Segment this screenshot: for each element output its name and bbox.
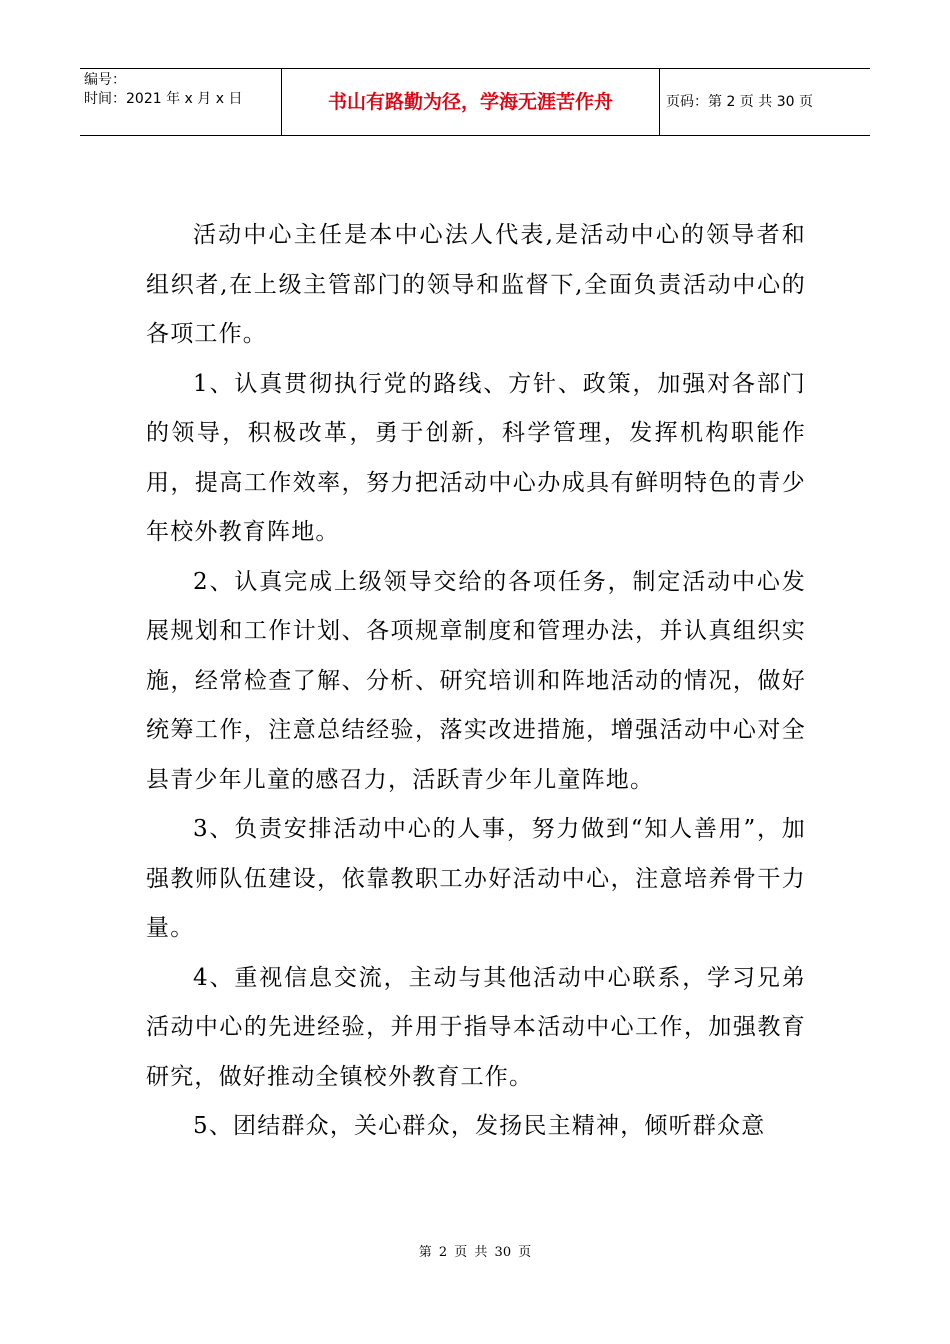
document-body [146, 211, 806, 1152]
body-paragraph: 5、团结群众，关心群众，发扬民主精神，倾听群众意 [193, 1113, 766, 1139]
page-header [80, 68, 870, 136]
body-paragraph: 3、负责安排活动中心的人事，努力做到“知人善用”，加强教师队伍建设，依靠教职工办好活动中心，注意培养骨干力量。 [146, 816, 806, 941]
date-label: 时间：2021 年 x 月 x 日 [84, 91, 243, 107]
page-footer: 第 2 页 共 30 页 [418, 1245, 532, 1260]
body-paragraph: 1、认真贯彻执行党的路线、方针、政策，加强对各部门的领导，积极改革，勇于创新，科学管理，发挥机构职能作用，提高工作效率，努力把活动中心办成具有鲜明特色的青少年校外教育阵地。 [146, 370, 806, 545]
header-page-info: 页码：第 2 页 共 30 页 [666, 94, 813, 110]
header-motto: 书山有路勤为径，学海无涯苦作舟 [282, 69, 660, 135]
body-paragraph: 2、认真完成上级领导交给的各项任务，制定活动中心发展规划和工作计划、各项规章制度和管理办法，并认真组织实施，经常检查了解、分析、研究培训和阵地活动的情况，做好统筹工作，注意总结经验，落实改进措施，增强活动中心对全县青少年儿童的感召力，活跃青少年儿童阵地。 [146, 568, 806, 793]
header-info-cell [80, 69, 282, 135]
body-paragraph: 活动中心主任是本中心法人代表,是活动中心的领导者和组织者,在上级主管部门的领导和监督下,全面负责活动中心的各项工作。 [146, 222, 806, 347]
number-label: 编号： [84, 72, 126, 88]
body-paragraph: 4、重视信息交流，主动与其他活动中心联系，学习兄弟活动中心的先进经验，并用于指导本活动中心工作，加强教育研究，做好推动全镇校外教育工作。 [146, 964, 806, 1090]
